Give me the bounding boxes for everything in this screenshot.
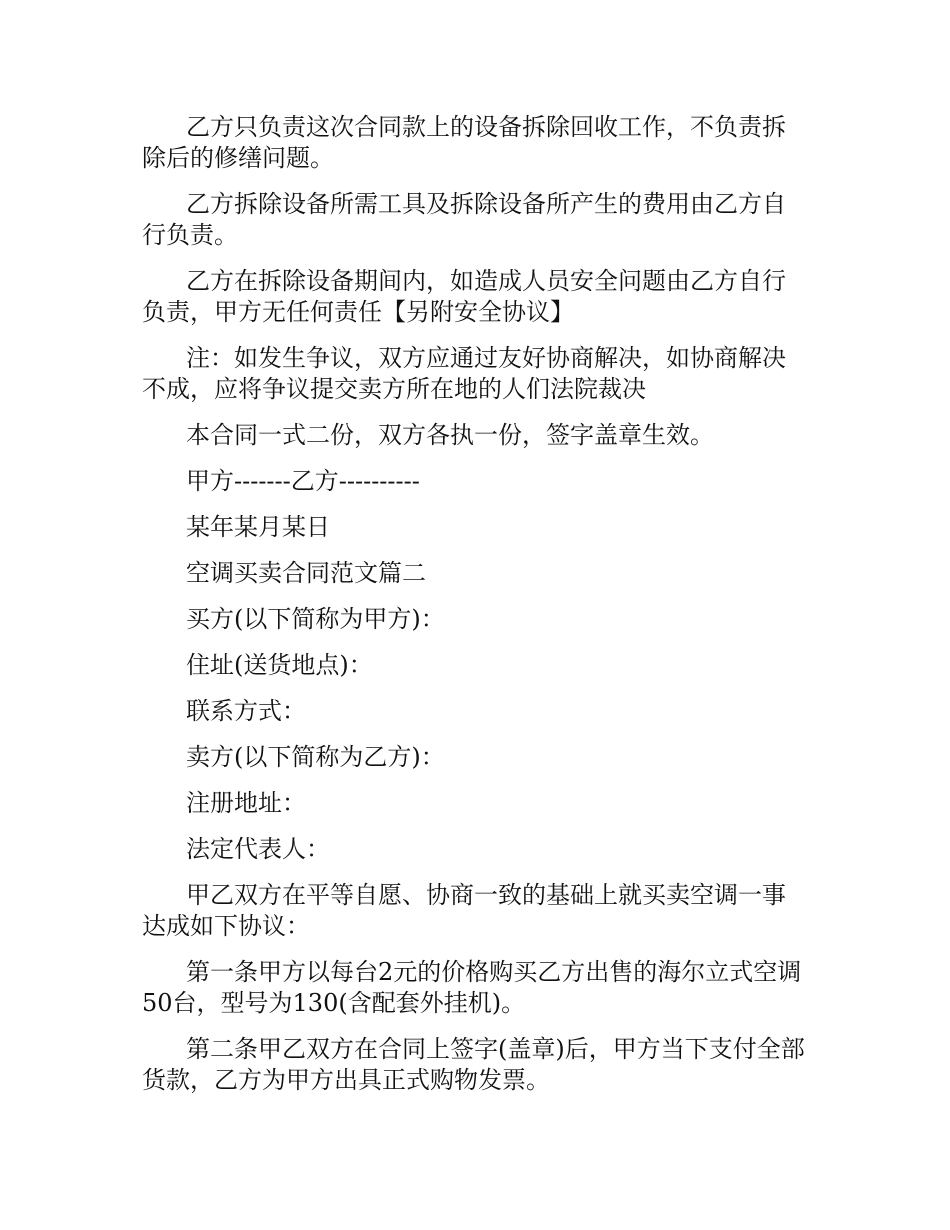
paragraph-date: 某年某月某日 [186, 513, 330, 541]
section-heading: 空调买卖合同范文篇二 [186, 559, 426, 587]
paragraph-copies: 本合同一式二份，双方各执一份，签字盖章生效。 [186, 421, 714, 449]
paragraph-removal-scope: 乙方只负责这次合同款上的设备拆除回收工作，不负责拆除后的修缮问题。 [142, 113, 786, 172]
document-page [142, 112, 806, 1111]
paragraph-article-two: 第二条甲乙双方在合同上签字(盖章)后，甲方当下支付全部货款，乙方为甲方出具正式购物发票。 [142, 1035, 805, 1094]
buyer-label: 买方(以下简称为甲方)： [186, 605, 445, 633]
paragraph-removal-costs: 乙方拆除设备所需工具及拆除设备所产生的费用由乙方自行负责。 [142, 190, 786, 249]
paragraph-agreement-intro: 甲乙双方在平等自愿、协商一致的基础上就买卖空调一事达成如下协议： [142, 881, 786, 940]
paragraph-dispute-note: 注：如发生争议，双方应通过友好协商解决，如协商解决不成，应将争议提交卖方所在地的人们法院裁决 [142, 344, 786, 403]
paragraph-safety-responsibility: 乙方在拆除设备期间内，如造成人员安全问题由乙方自行负责，甲方无任何责任【另附安全协议】 [142, 267, 786, 326]
legal-representative-label: 法定代表人： [186, 835, 330, 863]
contact-label: 联系方式： [186, 697, 306, 725]
paragraph-article-one: 第一条甲方以每台2元的价格购买乙方出售的海尔立式空调50台，型号为130(含配套外挂机)。 [142, 958, 802, 1017]
seller-label: 卖方(以下简称为乙方)： [186, 743, 445, 771]
paragraph-signature-line: 甲方-------乙方---------- [186, 467, 420, 495]
registered-address-label: 注册地址： [186, 789, 306, 817]
address-label: 住址(送货地点)： [186, 651, 373, 679]
